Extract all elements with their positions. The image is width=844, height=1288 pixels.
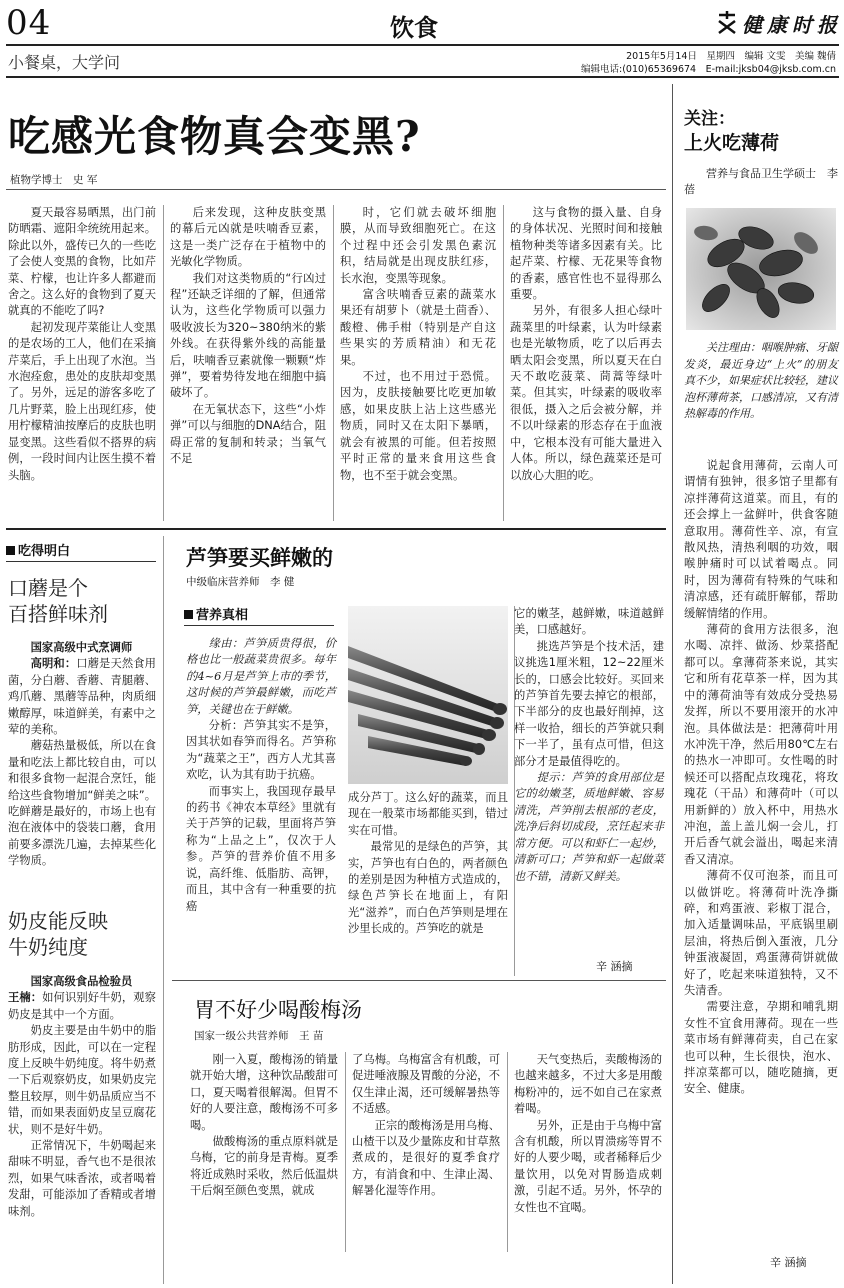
- main-col-4: [510, 205, 662, 484]
- plum-title: 胃不好少喝酸梅汤: [194, 998, 362, 1022]
- main-para: 时，它们就去破坏细胞膜，从而导致细胞死亡。在这个过程中还会引发黑色素沉积，结局就是出现皮肤红疹，长水泡，变黑等现象。: [340, 206, 496, 285]
- left-tag-label: 吃得明白: [18, 544, 71, 559]
- main-para: 在无氧状态下，这些“小炸弹”可以与细胞的DNA结合，阻碍正常的复制和转录；当氧气不足: [170, 402, 326, 466]
- left-tag: [6, 540, 156, 562]
- sidebar-heading-2: 上火吃薄荷: [684, 132, 780, 154]
- asparagus-photo: [348, 606, 508, 784]
- page-number: 04: [6, 3, 52, 43]
- asparagus-tag: [184, 604, 334, 626]
- mushroom-source: 国家高级中式烹调师: [30, 641, 133, 654]
- date-line: 2015年5月14日 星期四 编辑 文雯 美编 魏倩: [626, 51, 836, 62]
- masthead-logo: [716, 8, 842, 38]
- milk-title-2: 牛奶纯度: [8, 935, 88, 959]
- plum-col-3: [514, 1052, 662, 1216]
- asparagus-tag-label: 营养真相: [196, 608, 249, 623]
- milk-source: 国家高级食品检验员: [30, 975, 133, 988]
- main-para: 我们对这类物质的“行凶过程”还缺乏详细的了解，但通常认为，这些化学物质可以强力吸收波长为320~380纳米的紫外线。在获得紫外线的高能量后，呋喃香豆素就像一颗颗“炸弹”，要着势待发地在细胞中搞破坏了。: [170, 271, 326, 400]
- col-divider: [345, 1052, 346, 1252]
- main-col-2: [170, 205, 326, 468]
- section-title: 饮食: [390, 13, 438, 42]
- asparagus-byline: 辛 涵摘: [596, 960, 633, 973]
- mint-leaves-icon: [686, 208, 836, 330]
- milk-text: 如何识别好牛奶，观察奶皮是其中一个方面。: [8, 991, 156, 1021]
- asparagus-para: 它的嫩茎，越鲜嫩，味道越鲜美，口感越好。: [514, 607, 664, 637]
- mushroom-para: 蘑菇热量极低，所以在食量和吃法上都比较自由，可以和很多食物一起混合烹饪，能给这些食物增加“鲜美之味”。吃鲜蘑是最好的，市场上也有泡在液体中的袋装口蘑，食用前要多漂洗几遍，去掉某些化学物质。: [8, 739, 156, 868]
- main-bottom-rule: [6, 528, 666, 530]
- mint-photo: [686, 208, 836, 330]
- asparagus-para: 提示：芦笋的食用部位是它的幼嫩茎，质地鲜嫩、容易清洗，芦笋削去根部的老皮，洗净后斜切成段，烹饪起来非常方便。可以和虾仁一起炒，清新可口；芦笋和虾一起做菜也不错，清新又鲜美。: [514, 771, 664, 883]
- main-para: 夏天最容易晒黑，出门前防晒霜、遮阳伞统统用起来。除此以外，盛传已久的一些吃了会使人变黑的食物，比如芹菜、柠檬，也让许多人都避而舍之。这么好的食物到了夏天就真的不能吃了吗?: [8, 206, 156, 318]
- sidebar-heading-1: 关注：: [684, 109, 735, 129]
- tag-square-icon: [6, 546, 15, 555]
- asparagus-icon: [348, 606, 508, 784]
- plum-para: 另外，正是由于乌梅中富含有机酸，所以胃溃疡等胃不好的人要少喝，或者稀释后少量饮用，以免对胃肠造成刺激，引起不适。另外，怀孕的女性也不宜喝。: [514, 1118, 662, 1214]
- milk-body: [8, 974, 156, 1220]
- plum-para: 天气变热后，卖酸梅汤的也越来越多，不过大多是用酸梅粉冲的，远不如自己在家煮着喝。: [514, 1053, 662, 1116]
- sidebar-para: 薄荷的食用方法很多，泡水喝、凉拌、做汤、炒菜搭配都可以。拿薄荷茶来说，其实它和所有花草茶一样，因为其中的薄荷油等有效成分受热易发挥，所以不要用滚开的水冲泡。具体做法是：把薄荷叶用水冲洗干净，然后用80℃左右的热水一冲即可。女性喝的时候还可以搭配点玫瑰花，将玫瑰花（干品）和薄荷叶（可以用新鲜的）放入杯中，用热水冲泡，盖上盖儿焖一会儿，打开后香气就会溢出，喝起来清香又清凉。: [684, 623, 838, 866]
- col-divider: [507, 1052, 508, 1252]
- sidebar-divider: [672, 84, 673, 1284]
- asparagus-para: 而事实上，我国现存最早的药书《神农本草经》里就有关于芦笋的记载，里面将芦笋称为“上品之上”，仅次于人参。芦笋的营养价值不用多说，高纤维、低脂肪、高钾，而且，其中含有一种重要的抗癌: [186, 784, 336, 913]
- mushroom-title-2: 百搭鲜味剂: [8, 602, 108, 626]
- asparagus-col-2: [348, 790, 508, 938]
- plum-para: 做酸梅汤的重点原料就是乌梅，它的前身是青梅。夏季将近成熟时采收，然后低温烘干后焖至颜色变黑，就成: [190, 1135, 338, 1198]
- main-para: 富含呋喃香豆素的蔬菜水果还有胡萝卜（就是土茴香）、酸橙、佛手柑（特别是产自这些果实的芳质精油）和无花果。: [340, 288, 496, 367]
- main-title: 吃感光食物真会变黑?: [8, 112, 421, 161]
- tag-square-icon: [184, 610, 193, 619]
- plum-para: 正宗的酸梅汤是用乌梅、山楂干以及少量陈皮和甘草熬煮成的，是很好的夏季食疗方，有消食和中、生津止渴、解暑化湿等作用。: [352, 1118, 500, 1198]
- main-title-rule: [6, 189, 666, 190]
- main-para: 不过，也不用过于恐慌。因为，皮肤接触要比吃更加敏感，如果皮肤上沾上这些感光物质，同时又在太阳下暴晒，就会有被黑的可能。但若按照平时正常的量来食用这些食物，也不至于就会变黑。: [340, 370, 496, 482]
- main-col-3: [340, 205, 496, 484]
- plum-author: 国家一级公共营养师 王 苗: [194, 1030, 324, 1042]
- logo-mark-icon: [716, 11, 738, 35]
- col-divider: [163, 205, 164, 521]
- main-para: 后来发现，这种皮肤变黑的幕后元凶就是呋喃香豆素，这是一类广泛存在于植物中的光敏化学物质。: [170, 206, 326, 269]
- main-para: 起初发现芹菜能让人变黑的是农场的工人，他们在采摘芹菜后，手上出现了水泡。当水泡痊愈，患处的皮肤却变黑了。另外，远足的游客多吃了几片野菜，脸上出现红疹，使用柠檬精油按摩后的皮肤也明显变黑。这些看似不搭界的病例，一段时间内让医生摸不着头脑。: [8, 320, 156, 482]
- milk-para: 奶皮主要是由牛奶中的脂肪形成，因此，可以在一定程度上反映牛奶纯度。将牛奶煮一下后观察奶皮，如果奶皮完整且较厚，则牛奶品质应当不错，而如果表面奶皮呈豆腐花状，则不是好牛奶。: [8, 1024, 156, 1136]
- sidebar-para: 需要注意，孕期和哺乳期女性不宜食用薄荷。现在一些菜市场有鲜薄荷卖，自己在家也可以种，生长很快，泡水、拌凉菜都可以，随吃随摘，更安全、健康。: [684, 1000, 838, 1096]
- mushroom-para: [8, 656, 156, 738]
- header-rule-bottom: [6, 76, 839, 78]
- asparagus-para: 缘由：芦笋质贵得很，价格也比一般蔬菜贵很多。每年的4~6月是芦笋上市的季节，这时候的芦笋最鲜嫩，而吃芦笋，关键也在于鲜嫩。: [186, 637, 336, 716]
- sidebar-author: 营养与食品卫生学硕士 李 蓓: [684, 167, 838, 196]
- milk-title-1: 奶皮能反映: [8, 909, 108, 933]
- main-author: 植物学博士 史 军: [10, 174, 98, 186]
- header-rule: [6, 44, 839, 46]
- col-divider: [333, 205, 334, 521]
- plum-col-2: [352, 1052, 500, 1200]
- sidebar-byline: 辛 涵摘: [770, 1256, 807, 1269]
- mushroom-body: [8, 640, 156, 870]
- contact-line: 编辑电话:(010)65369674 E-mail:jksb04@jksb.com.cn: [581, 64, 836, 75]
- left-divider: [163, 536, 164, 1284]
- milk-para: 正常情况下，牛奶喝起来甜味不明显，香气也不是很浓烈，如果气味香浓，或者喝着发甜，可能添加了香精或者增味剂。: [8, 1139, 156, 1218]
- asparagus-title: 芦笋要买鲜嫩的: [186, 545, 333, 570]
- column-name: 小餐桌，大学问: [8, 53, 121, 72]
- asparagus-para: 成分芦丁。这么好的蔬菜，而且现在一般菜市场都能买到，错过实在可惜。: [348, 791, 508, 837]
- mushroom-title-1: 口蘑是个: [8, 576, 88, 600]
- asparagus-author: 中级临床营养师 李 健: [186, 576, 295, 588]
- mushroom-text: 口蘑是天然食用菌，分白蘑、香蘑、青腿蘑、鸡爪蘑、黑蘑等品种，肉质细嫩醇厚，味道鲜美，有素中之荤的美称。: [8, 657, 156, 737]
- milk-expert: 王楠：: [8, 991, 43, 1005]
- plum-para: 了乌梅。乌梅富含有机酸，可促进唾液腺及胃酸的分泌，不仅生津止渴，还可缓解暑热等不适感。: [352, 1053, 500, 1116]
- asparagus-col-1: [186, 636, 336, 915]
- asparagus-para: 最常见的是绿色的芦笋，其实，芦笋也有白色的，两者颜色的差别是因为种植方式造成的，绿色芦笋长在地面上，有阳光“滋养”，而白色芦笋则是埋在沙里长成的。芦笋吃的就是: [348, 840, 508, 936]
- mushroom-expert: 高明和：: [30, 657, 77, 671]
- asparagus-bottom-rule: [172, 980, 666, 981]
- sidebar-para: 说起食用薄荷，云南人可谓情有独钟，很多馆子里都有凉拌薄荷这道菜。而且，有的还会撑上一盆鲜叶，供食客随意取用。薄荷性辛、凉，有宣散风热，清热利咽的功效，咽喉肿痛时可以试着喝点。同时，因为薄荷有特殊的气味和清凉感，还有疏肝解郁，帮助缓解情绪的作用。: [684, 459, 838, 620]
- col-divider: [503, 205, 504, 521]
- plum-para: 刚一入夏，酸梅汤的销量就开始大增，这种饮品酸甜可口，夏天喝着很解渴。但胃不好的人要注意，酸梅汤不可多喝。: [190, 1053, 338, 1132]
- main-para: 另外，有很多人担心绿叶蔬菜里的叶绿素，认为叶绿素也是光敏物质，吃了以后再去晒太阳会变黑，所以夏天在白天不敢吃菠菜、茼蒿等绿叶菜。但其实，叶绿素的吸收率很低，摄入之后会被分解，并不以叶绿素的形态存在于血液中，它根本没有可能大量进入人体。所以，绿色蔬菜还是可以放心大胆的吃。: [510, 304, 662, 482]
- asparagus-para: 挑选芦笋是个技术活，建议挑选1厘米粗，12~22厘米长的，口感会比较好。买回来的芦笋首先要去掉它的根部，下半部分的皮也最好削掉，这样一收拾，细长的芦笋就只剩下一半了，虽有点可惜，但这部分才是最值得吃的。: [514, 639, 664, 768]
- plum-col-1: [190, 1052, 338, 1200]
- sidebar-reason: 关注理由：咽喉肿痛、牙龈发炎，最近身边“上火”的朋友真不少，如果症状比较轻，建议泡杯薄荷茶，口感清凉，又有清热解毒的作用。: [684, 341, 838, 420]
- milk-para: [8, 990, 156, 1023]
- asparagus-para: 分析：芦笋其实不是笋，因其状如春笋而得名。芦笋称为“蔬菜之王”，西方人尤其喜欢吃，认为其有助于抗癌。: [186, 719, 336, 782]
- asparagus-col-3: [514, 606, 664, 885]
- sidebar-body: [684, 458, 838, 1098]
- paper-name: 健康时报: [742, 12, 842, 37]
- sidebar-para: 薄荷不仅可泡茶，而且可以做饼吃。将薄荷叶洗净撕碎，和鸡蛋液、彩椒丁混合，加入适量调味品，平底锅里刷层油，将热后倒入蛋液，几分钟蛋液凝固，鸡蛋薄荷饼就做好了，吃起来味道独特，又不失清香。: [684, 869, 838, 997]
- main-col-1: [8, 205, 156, 484]
- main-para: 这与食物的摄入量、自身的身体状况、光照时间和接触植物种类等诸多因素有关。比起芹菜、柠檬、无花果等食物的香素，感官性也不显得那么重要。: [510, 206, 662, 302]
